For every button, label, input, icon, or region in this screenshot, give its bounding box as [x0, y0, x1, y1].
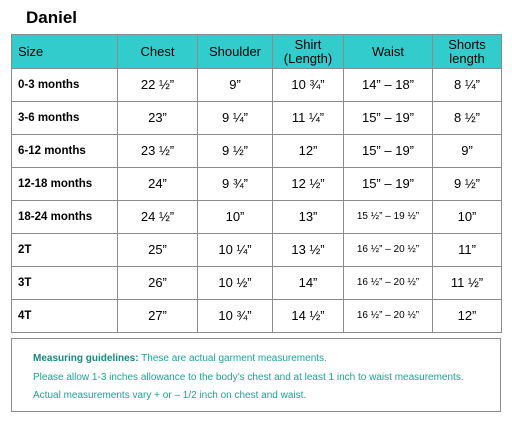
chest-cell: 23”: [118, 102, 198, 135]
shorts-length-cell: 8 ½”: [433, 102, 502, 135]
shorts-length-cell: 9 ½”: [433, 168, 502, 201]
column-header-shoulder: Shoulder: [198, 35, 273, 69]
table-row: [12, 234, 502, 267]
waist-cell: 15” – 19”: [344, 102, 433, 135]
table-row: [12, 168, 502, 201]
shoulder-cell: 10 ¼”: [198, 234, 273, 267]
size-cell: 0-3 months: [12, 69, 118, 102]
shirt-length-cell: 12 ½”: [273, 168, 344, 201]
table-row: [12, 267, 502, 300]
guidelines-line-3: Actual measurements vary + or – 1/2 inch on chest and waist.: [33, 390, 307, 401]
page-title: Daniel: [26, 8, 78, 27]
shorts-length-cell: 11”: [433, 234, 502, 267]
table-row: [12, 300, 502, 333]
column-header-waist: Waist: [344, 35, 433, 69]
shirt-length-cell: 10 ¾”: [273, 69, 344, 102]
shorts-length-cell: 10”: [433, 201, 502, 234]
guidelines-heading: Measuring guidelines:: [33, 353, 139, 364]
table-row: [12, 69, 502, 102]
waist-cell: 14” – 18”: [344, 69, 433, 102]
chest-cell: 26”: [118, 267, 198, 300]
shoulder-cell: 10 ¾”: [198, 300, 273, 333]
waist-cell: 16 ½” – 20 ½”: [344, 300, 433, 333]
shoulder-cell: 9 ½”: [198, 135, 273, 168]
size-cell: 2T: [12, 234, 118, 267]
chest-cell: 22 ½”: [118, 69, 198, 102]
size-cell: 3-6 months: [12, 102, 118, 135]
shorts-length-cell: 11 ½”: [433, 267, 502, 300]
chest-cell: 27”: [118, 300, 198, 333]
waist-cell: 16 ½” – 20 ½”: [344, 267, 433, 300]
size-cell: 18-24 months: [12, 201, 118, 234]
shirt-length-cell: 14”: [273, 267, 344, 300]
size-cell: 6-12 months: [12, 135, 118, 168]
shoulder-cell: 10”: [198, 201, 273, 234]
guidelines-line-1: [33, 353, 327, 364]
column-header-shirt-length: Shirt (Length): [273, 35, 344, 69]
waist-cell: 15 ½” – 19 ½”: [344, 201, 433, 234]
shorts-length-cell: 8 ¼”: [433, 69, 502, 102]
size-chart-table: [11, 34, 502, 333]
shorts-length-cell: 9”: [433, 135, 502, 168]
table-row: [12, 135, 502, 168]
column-header-shorts-length: Shorts length: [433, 35, 502, 69]
shoulder-cell: 10 ½”: [198, 267, 273, 300]
shirt-length-cell: 11 ¼”: [273, 102, 344, 135]
shorts-length-cell: 12”: [433, 300, 502, 333]
chest-cell: 24 ½”: [118, 201, 198, 234]
measuring-guidelines-box: [11, 338, 501, 412]
column-header-chest: Chest: [118, 35, 198, 69]
shoulder-cell: 9 ¾”: [198, 168, 273, 201]
shoulder-cell: 9 ¼”: [198, 102, 273, 135]
table-row: [12, 102, 502, 135]
shoulder-cell: 9”: [198, 69, 273, 102]
shirt-length-cell: 12”: [273, 135, 344, 168]
guidelines-line-2: Please allow 1-3 inches allowance to the body’s chest and at least 1 inch to waist measurements.: [33, 372, 464, 383]
guidelines-line-1-text: These are actual garment measurements.: [138, 353, 327, 364]
table-row: [12, 201, 502, 234]
size-cell: 3T: [12, 267, 118, 300]
chest-cell: 23 ½”: [118, 135, 198, 168]
waist-cell: 15” – 19”: [344, 168, 433, 201]
waist-cell: 16 ½” – 20 ½”: [344, 234, 433, 267]
chest-cell: 25”: [118, 234, 198, 267]
chest-cell: 24”: [118, 168, 198, 201]
size-cell: 4T: [12, 300, 118, 333]
table-header-row: [12, 35, 502, 69]
waist-cell: 15” – 19”: [344, 135, 433, 168]
shirt-length-cell: 13”: [273, 201, 344, 234]
shirt-length-cell: 14 ½”: [273, 300, 344, 333]
shirt-length-cell: 13 ½”: [273, 234, 344, 267]
size-cell: 12-18 months: [12, 168, 118, 201]
column-header-size: Size: [12, 35, 118, 69]
